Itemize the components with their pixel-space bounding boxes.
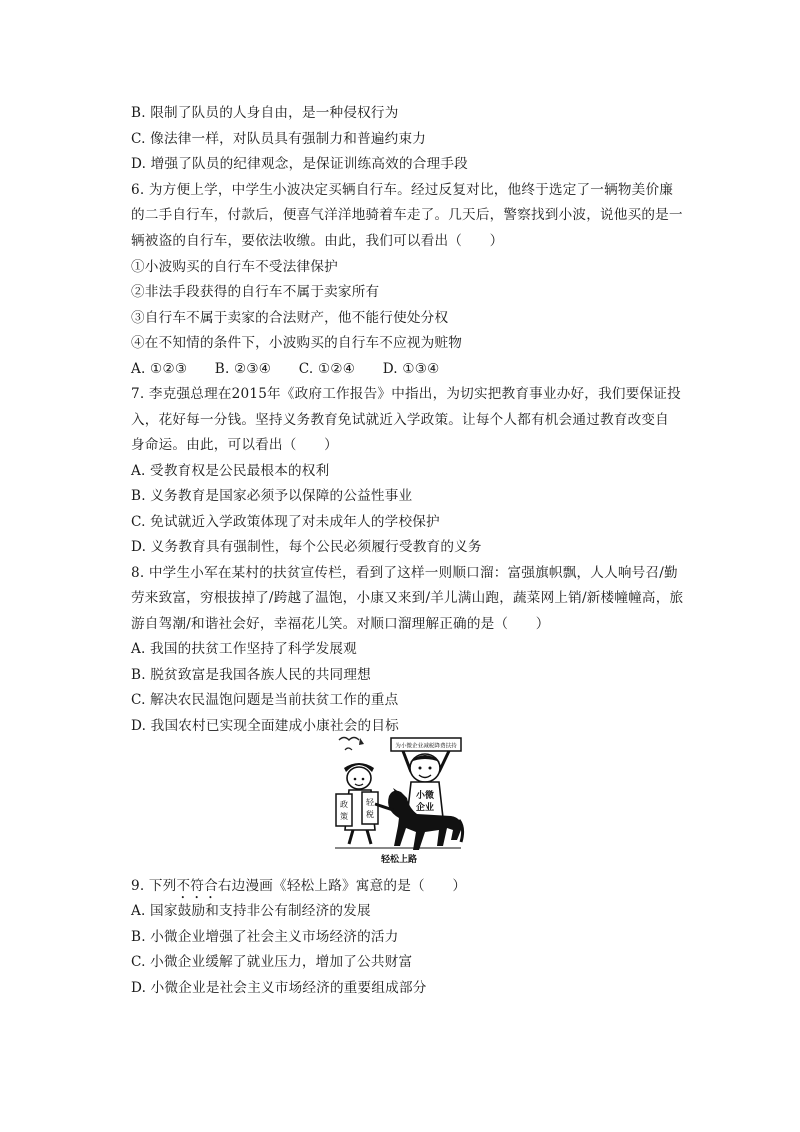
q9-option-d: D. 小微企业是社会主义市场经济的重要组成部分 [131,980,427,996]
cartoon-banner-text: 为小微企业减税降费扶持 [395,743,457,750]
q8-stem-line-2: 劳来致富，穷根拔掉了/跨越了温饱，小康又来到/羊儿满山跑，蔬菜网上销/新楼幢幢高，旅 [131,590,684,606]
cartoon-easy-road [333,734,465,868]
cartoon-illustration [333,734,465,868]
q7-option-b: B. 义务教育是国家必须予以保障的公益性事业 [131,488,413,504]
q6-item-1: ①小波购买的自行车不受法律保护 [131,259,338,275]
svg-text:小微: 小微 [415,791,435,801]
q8-stem-line-3: 游自驾潮/和谐社会好，幸福花儿笑。对顺口溜理解正确的是（ ） [131,616,550,632]
q8-stem-line-1: 8. 中学生小军在某村的扶贫宣传栏，看到了这样一则顺口溜：富强旗帜飘，人人响号召/勤 [131,565,678,581]
q8-option-d: D. 我国农村已实现全面建成小康社会的目标 [131,718,399,734]
q5-option-c: C. 像法律一样，对队员具有强制力和普遍约束力 [131,131,427,147]
q5-option-b: B. 限制了队员的人身自由，是一种侵权行为 [131,105,399,121]
q6-options: A. ①②③ B. ②③④ C. ①②④ D. ①③④ [131,361,440,377]
svg-text:政: 政 [340,800,348,809]
svg-text:企业: 企业 [415,803,435,813]
q5-option-d: D. 增强了队员的纪律观念，是保证训练高效的合理手段 [131,156,468,172]
q6-stem-line-3: 辆被盗的自行车，要依法收缴。由此，我们可以看出（ ） [131,233,504,249]
q9-stem-suffix: 右边漫画《轻松上路》寓意的是（ ） [217,878,467,894]
q9-option-a: A. 国家鼓励和支持非公有制经济的发展 [131,903,371,919]
q6-item-3: ③自行车不属于卖家的合法财产，他不能行使处分权 [131,310,449,326]
q8-option-b: B. 脱贫致富是我国各族人民的共同理想 [131,667,371,683]
q7-option-a: A. 受教育权是公民最根本的权利 [131,463,330,479]
cartoon-caption: 轻松上路 [380,855,418,865]
q8-option-c: C. 解决农民温饱问题是当前扶贫工作的重点 [131,692,399,708]
q8-option-a: A. 我国的扶贫工作坚持了科学发展观 [131,641,357,657]
q7-stem-line-1: 7. 李克强总理在2015年《政府工作报告》中指出，为切实把教育事业办好，我们要保证投 [131,386,681,402]
svg-text:轻: 轻 [366,798,374,807]
q7-stem-line-3: 身命运。由此，可以看出（ ） [131,437,338,453]
q7-option-c: C. 免试就近入学政策体现了对未成年人的学校保护 [131,514,440,530]
svg-text:策: 策 [340,812,348,821]
q9-stem [131,877,466,902]
q9-option-c: C. 小微企业缓解了就业压力，增加了公共财富 [131,954,413,970]
q6-item-4: ④在不知情的条件下，小波购买的自行车不应视为赃物 [131,335,463,351]
q9-stem-prefix: 9. 下列 [131,878,177,894]
q9-option-b: B. 小微企业增强了社会主义市场经济的活力 [131,929,399,945]
q6-stem-line-1: 6. 为方便上学，中学生小波决定买辆自行车。经过反复对比，他终于选定了一辆物美价廉 [131,182,674,198]
q6-stem-line-2: 的二手自行车，付款后，便喜气洋洋地骑着车走了。几天后，警察找到小波，说他买的是一 [131,207,683,223]
q7-stem-line-2: 入，花好每一分钱。坚持义务教育免试就近入学政策。让每个人都有机会通过教育改变自 [131,412,669,428]
q9-stem-emphasis: 不符合 [176,878,218,894]
q6-item-2: ②非法手段获得的自行车不属于卖家所有 [131,284,380,300]
svg-text:税: 税 [366,810,374,819]
q7-option-d: D. 义务教育具有强制性，每个公民必须履行受教育的义务 [131,539,482,555]
